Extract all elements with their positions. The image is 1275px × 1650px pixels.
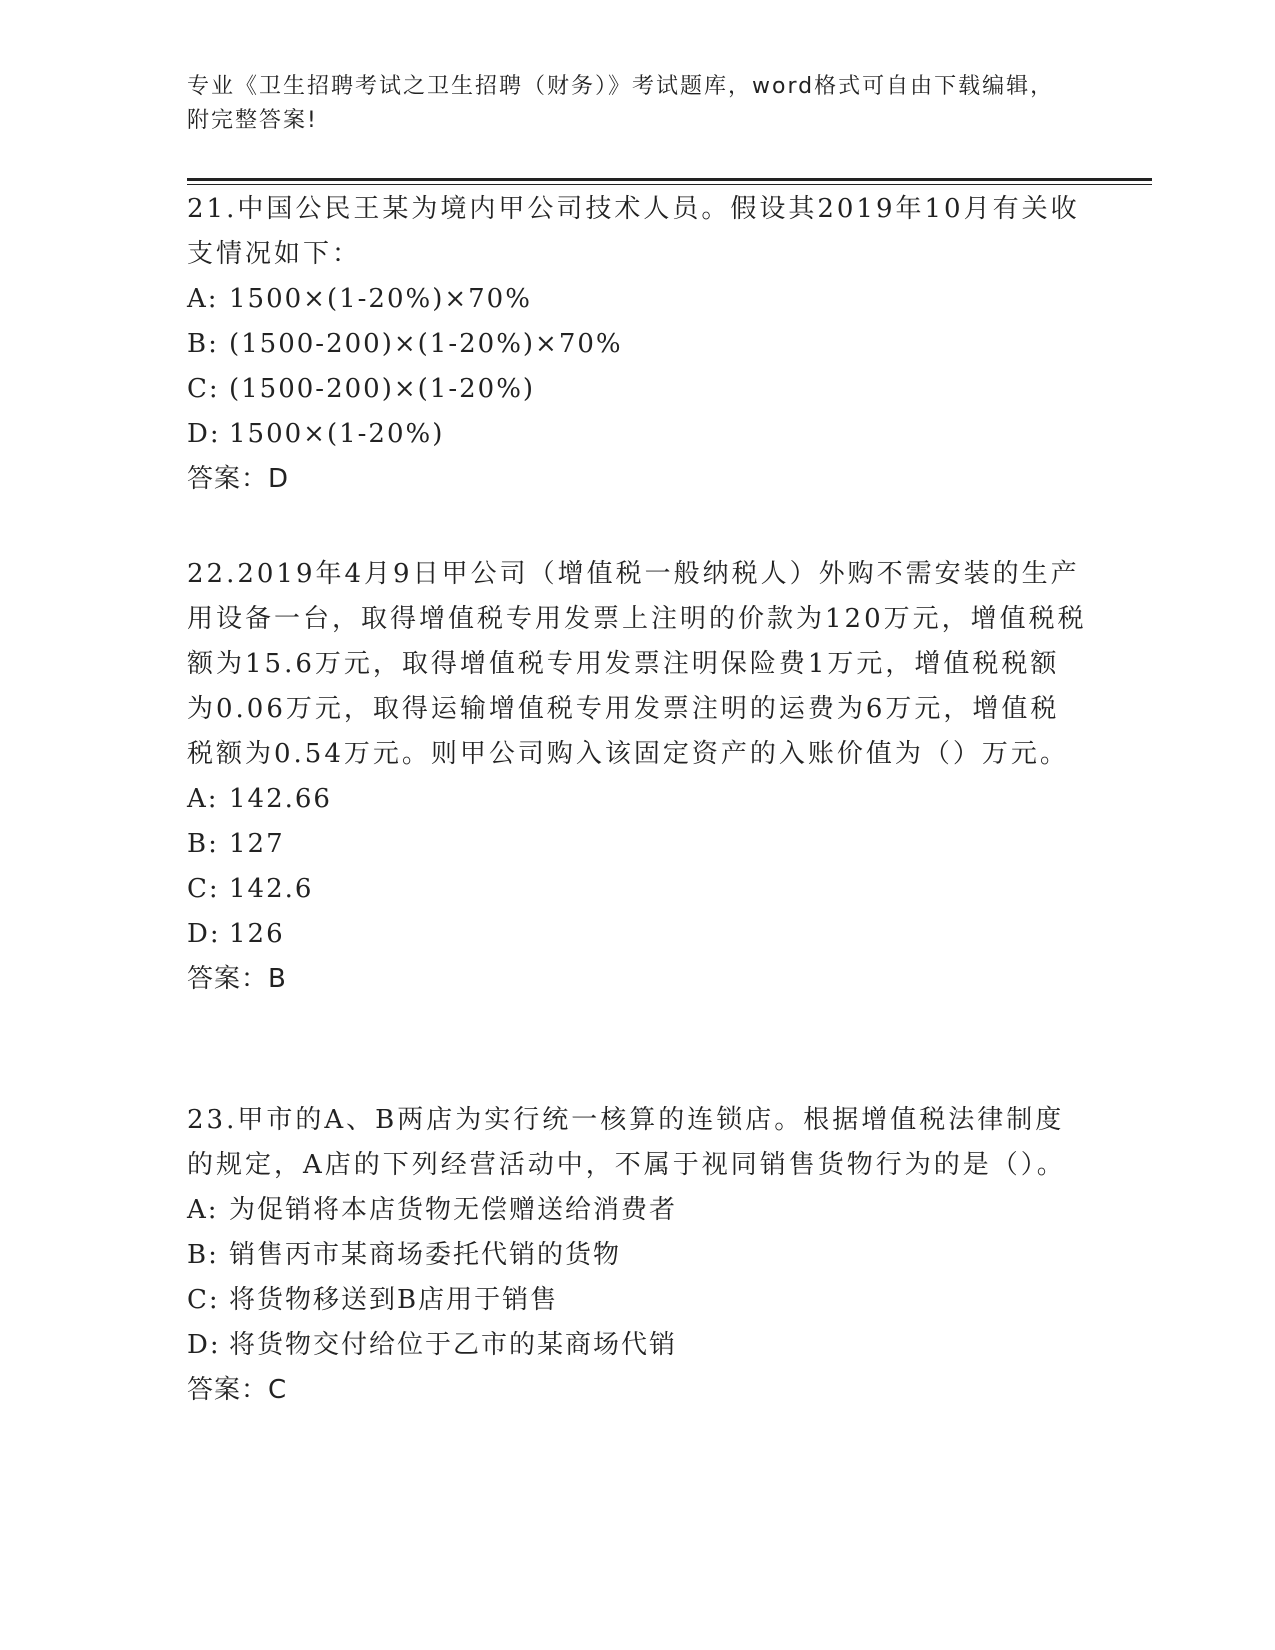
option-label: A: <box>187 284 219 314</box>
option-b <box>187 322 1087 367</box>
header-divider-thin <box>187 184 1152 185</box>
option-d <box>187 412 1087 457</box>
question-23 <box>187 1098 1087 1413</box>
option-b <box>187 1233 1087 1278</box>
option-d <box>187 1323 1087 1368</box>
question-22 <box>187 552 1087 1002</box>
option-c <box>187 1278 1087 1323</box>
answer: 答案：D <box>187 464 290 494</box>
option-d <box>187 912 1087 957</box>
question-stem: 21.中国公民王某为境内甲公司技术人员。假设其2019年10月有关收支情况如下： <box>187 194 1080 269</box>
question-21 <box>187 187 1087 502</box>
option-text: 142.6 <box>229 874 314 904</box>
option-text: (1500-200)×(1-20%)×70% <box>229 329 623 359</box>
option-text: 为促销将本店货物无偿赠送给消费者 <box>229 1195 678 1225</box>
option-c <box>187 367 1087 412</box>
option-a <box>187 1188 1087 1233</box>
option-text: 1500×(1-20%)×70% <box>229 284 532 314</box>
header-divider-thick <box>187 178 1152 181</box>
answer: 答案：B <box>187 964 287 994</box>
option-text: 将货物移送到B店用于销售 <box>229 1285 559 1315</box>
option-text: 销售丙市某商场委托代销的货物 <box>229 1240 622 1270</box>
option-label: B: <box>187 1240 219 1270</box>
option-c <box>187 867 1087 912</box>
option-a <box>187 277 1087 322</box>
option-label: D: <box>187 419 221 449</box>
option-text: 142.66 <box>229 784 332 814</box>
option-label: A: <box>187 784 219 814</box>
option-text: (1500-200)×(1-20%) <box>229 374 536 404</box>
option-label: D: <box>187 1330 221 1360</box>
option-a <box>187 777 1087 822</box>
question-stem: 23.甲市的A、B两店为实行统一核算的连锁店。根据增值税法律制度的规定，A店的下列经营活动中，不属于视同销售货物行为的是（）。 <box>187 1105 1066 1180</box>
option-text: 将货物交付给位于乙市的某商场代销 <box>229 1330 678 1360</box>
option-label: C: <box>187 1285 220 1315</box>
option-label: C: <box>187 374 220 404</box>
option-text: 126 <box>229 919 285 949</box>
option-label: C: <box>187 874 220 904</box>
answer: 答案：C <box>187 1375 288 1405</box>
option-label: B: <box>187 329 219 359</box>
option-label: D: <box>187 919 221 949</box>
option-text: 1500×(1-20%) <box>229 419 445 449</box>
question-stem: 22.2019年4月9日甲公司（增值税一般纳税人）外购不需安装的生产用设备一台，取得增值税专用发票上注明的价款为120万元，增值税税额为15.6万元，取得增值税专用发票注明保险费1万元，增值税税额为0.06万元，取得运输增值税专用发票注明的运费为6万元，增值税税额为0.54万元。则甲公司购入该固定资产的入账价值为（）万元。 <box>187 559 1087 769</box>
option-label: B: <box>187 829 219 859</box>
option-text: 127 <box>229 829 285 859</box>
option-label: A: <box>187 1195 219 1225</box>
document-header: 专业《卫生招聘考试之卫生招聘（财务）》考试题库，word格式可自由下载编辑，附完整答案! <box>187 74 1055 133</box>
option-b <box>187 822 1087 867</box>
